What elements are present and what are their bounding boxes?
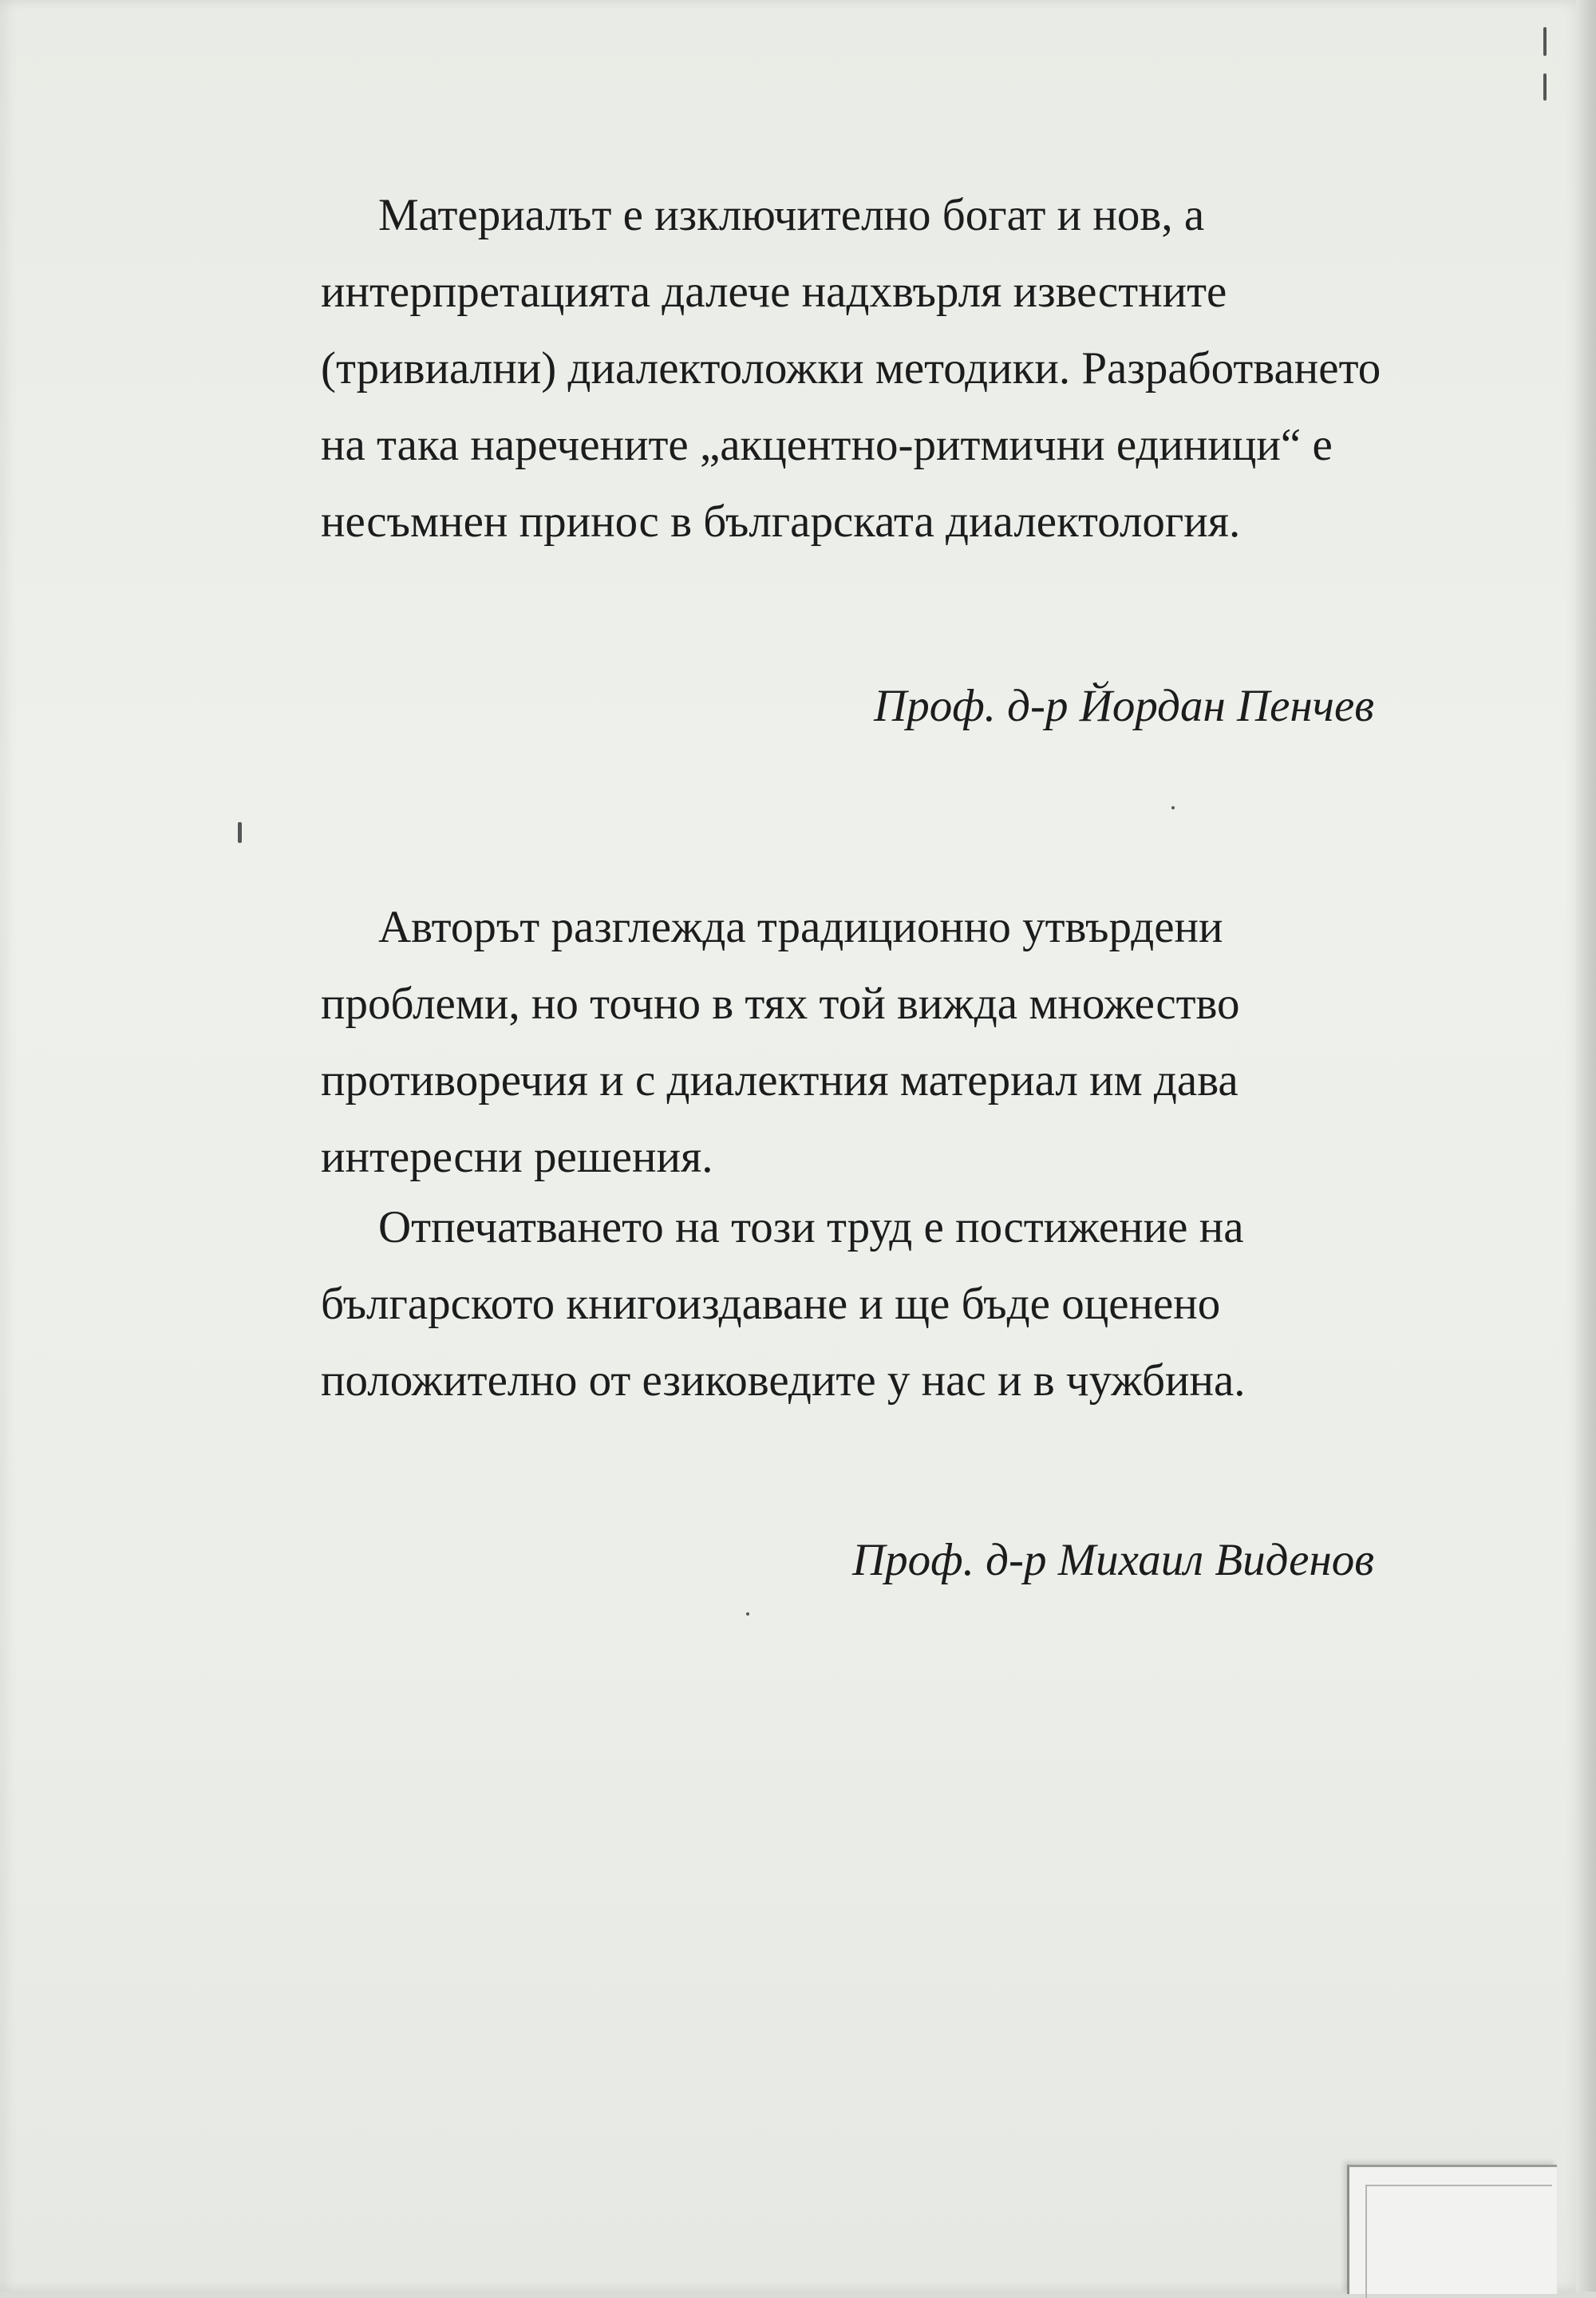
review-2-paragraph-1: Авторът разглежда традиционно утвърдени проблеми, но точно в тях той вижда множество противоречия и с диалектния материал им дава интересни решения. — [321, 902, 1240, 1182]
sticker-frame — [1365, 2185, 1552, 2298]
print-speck — [1543, 73, 1547, 101]
print-speck — [1543, 27, 1547, 56]
book-spine-edge — [1576, 0, 1596, 2292]
price-sticker — [1347, 2165, 1557, 2294]
review-2-signature: Проф. д-р Михаил Виденов — [852, 1535, 1374, 1585]
review-1-signature: Проф. д-р Йордан Пенчев — [874, 681, 1374, 731]
review-2-paragraph-2: Отпечатването на този труд е постижение на българското книгоиздаване и ще бъде оценено положително от езиковедите у нас и в чужбина. — [321, 1202, 1246, 1406]
print-speck — [746, 1612, 749, 1616]
print-speck — [1171, 806, 1175, 809]
review-1-text: Материалът е изключително богат и нов, а интерпретацията далече надхвърля известните (тривиални) диалектоложки методики. Разработването на така наречените „акцентно-ритмични единици“ е несъмнен принос в българската диалектология. — [321, 190, 1381, 547]
print-speck — [238, 822, 242, 843]
